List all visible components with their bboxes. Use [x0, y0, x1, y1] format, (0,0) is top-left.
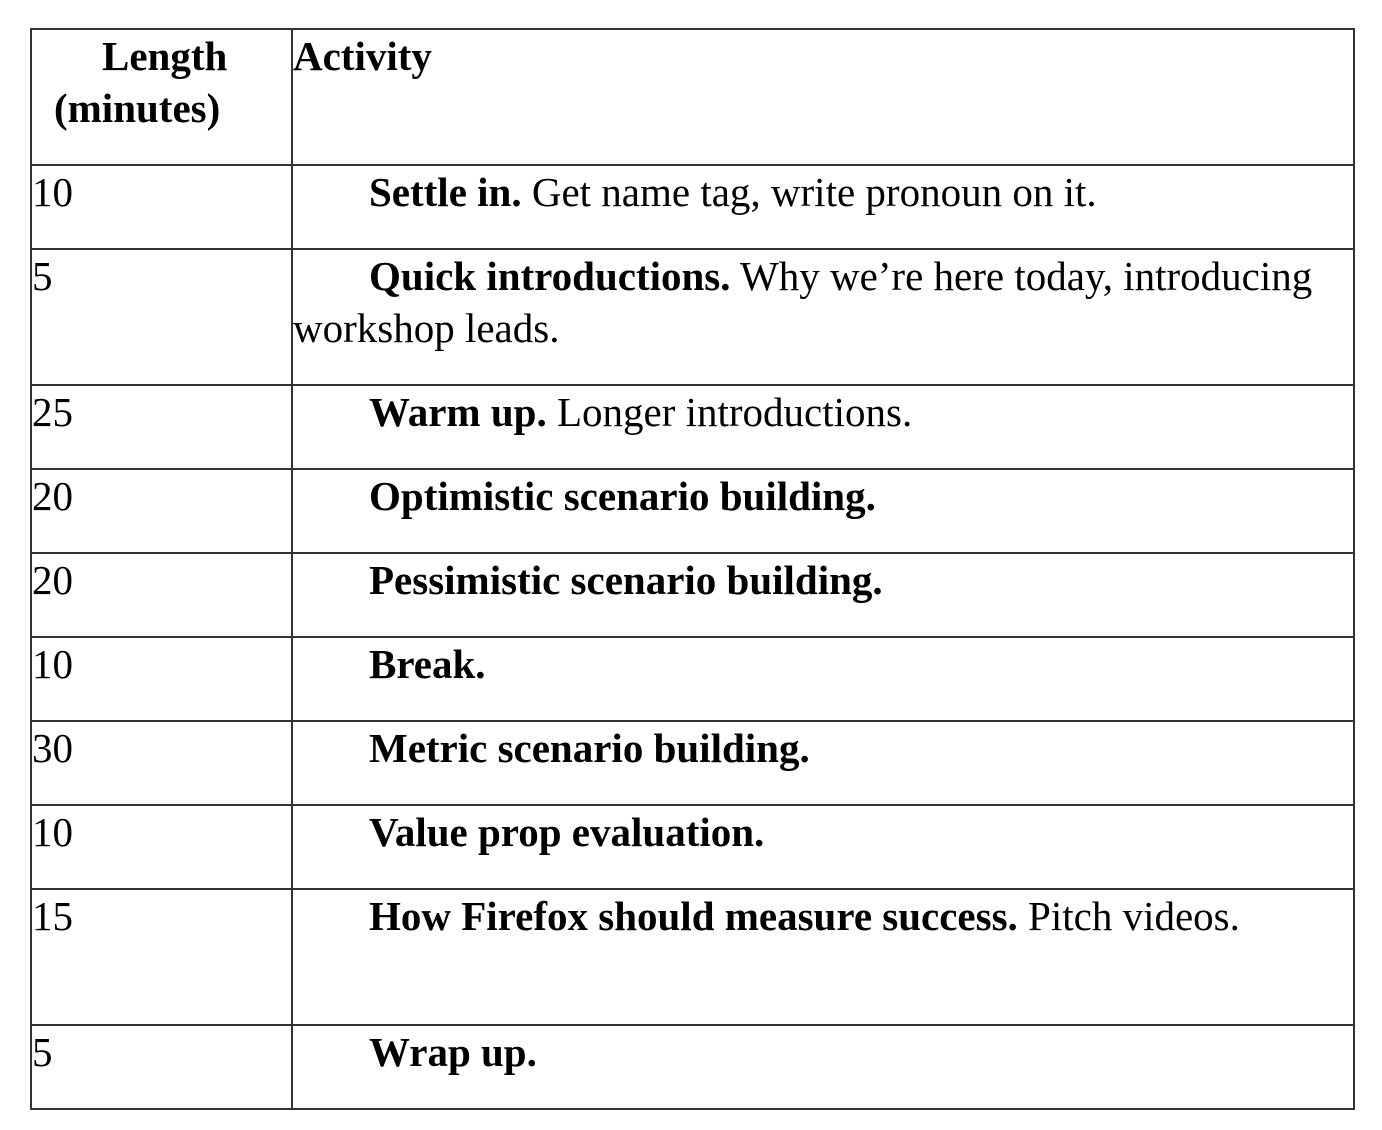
activity-cell	[292, 1025, 1354, 1109]
length-header-line2: (minutes)	[54, 85, 221, 131]
activity-title: Quick introductions.	[369, 253, 731, 299]
activity-cell	[292, 469, 1354, 553]
table-row	[31, 553, 1354, 637]
activity-title: Wrap up.	[369, 1029, 537, 1075]
activity-cell	[292, 805, 1354, 889]
minutes-cell: 5	[31, 249, 292, 385]
header-row	[31, 29, 1354, 165]
activity-cell	[292, 637, 1354, 721]
minutes-cell: 10	[31, 805, 292, 889]
table-row	[31, 637, 1354, 721]
minutes-cell: 30	[31, 721, 292, 805]
activity-title: How Firefox should measure success.	[369, 893, 1018, 939]
table-row	[31, 1025, 1354, 1109]
activity-cell	[292, 249, 1354, 385]
minutes-cell: 10	[31, 637, 292, 721]
activity-cell	[292, 889, 1354, 1025]
activity-detail: Longer introductions.	[546, 389, 913, 435]
activity-cell	[292, 553, 1354, 637]
table-row	[31, 721, 1354, 805]
activity-column-header: Activity	[292, 29, 1354, 165]
activity-title: Break.	[369, 641, 486, 687]
table-row	[31, 889, 1354, 1025]
agenda-table	[30, 28, 1355, 1110]
minutes-cell: 20	[31, 553, 292, 637]
minutes-cell: 20	[31, 469, 292, 553]
minutes-cell: 10	[31, 165, 292, 249]
activity-detail: Why we’re here today, introducing workshop leads.	[293, 253, 1313, 351]
activity-title: Metric scenario building.	[369, 725, 810, 771]
activity-detail: Get name tag, write pronoun on it.	[521, 169, 1097, 215]
minutes-cell: 5	[31, 1025, 292, 1109]
table-row	[31, 385, 1354, 469]
activity-cell	[292, 385, 1354, 469]
length-column-header	[31, 29, 292, 165]
activity-title: Optimistic scenario building.	[369, 473, 876, 519]
activity-title: Settle in.	[369, 169, 522, 215]
minutes-cell: 25	[31, 385, 292, 469]
activity-title: Value prop evaluation.	[369, 809, 765, 855]
activity-detail: Pitch videos.	[1017, 893, 1240, 939]
table-row	[31, 469, 1354, 553]
activity-title: Warm up.	[369, 389, 547, 435]
activity-cell	[292, 721, 1354, 805]
length-header-line1: Length	[102, 33, 228, 79]
table-row	[31, 165, 1354, 249]
activity-title: Pessimistic scenario building.	[369, 557, 883, 603]
table-row	[31, 249, 1354, 385]
table-row	[31, 805, 1354, 889]
minutes-cell: 15	[31, 889, 292, 1025]
activity-cell	[292, 165, 1354, 249]
